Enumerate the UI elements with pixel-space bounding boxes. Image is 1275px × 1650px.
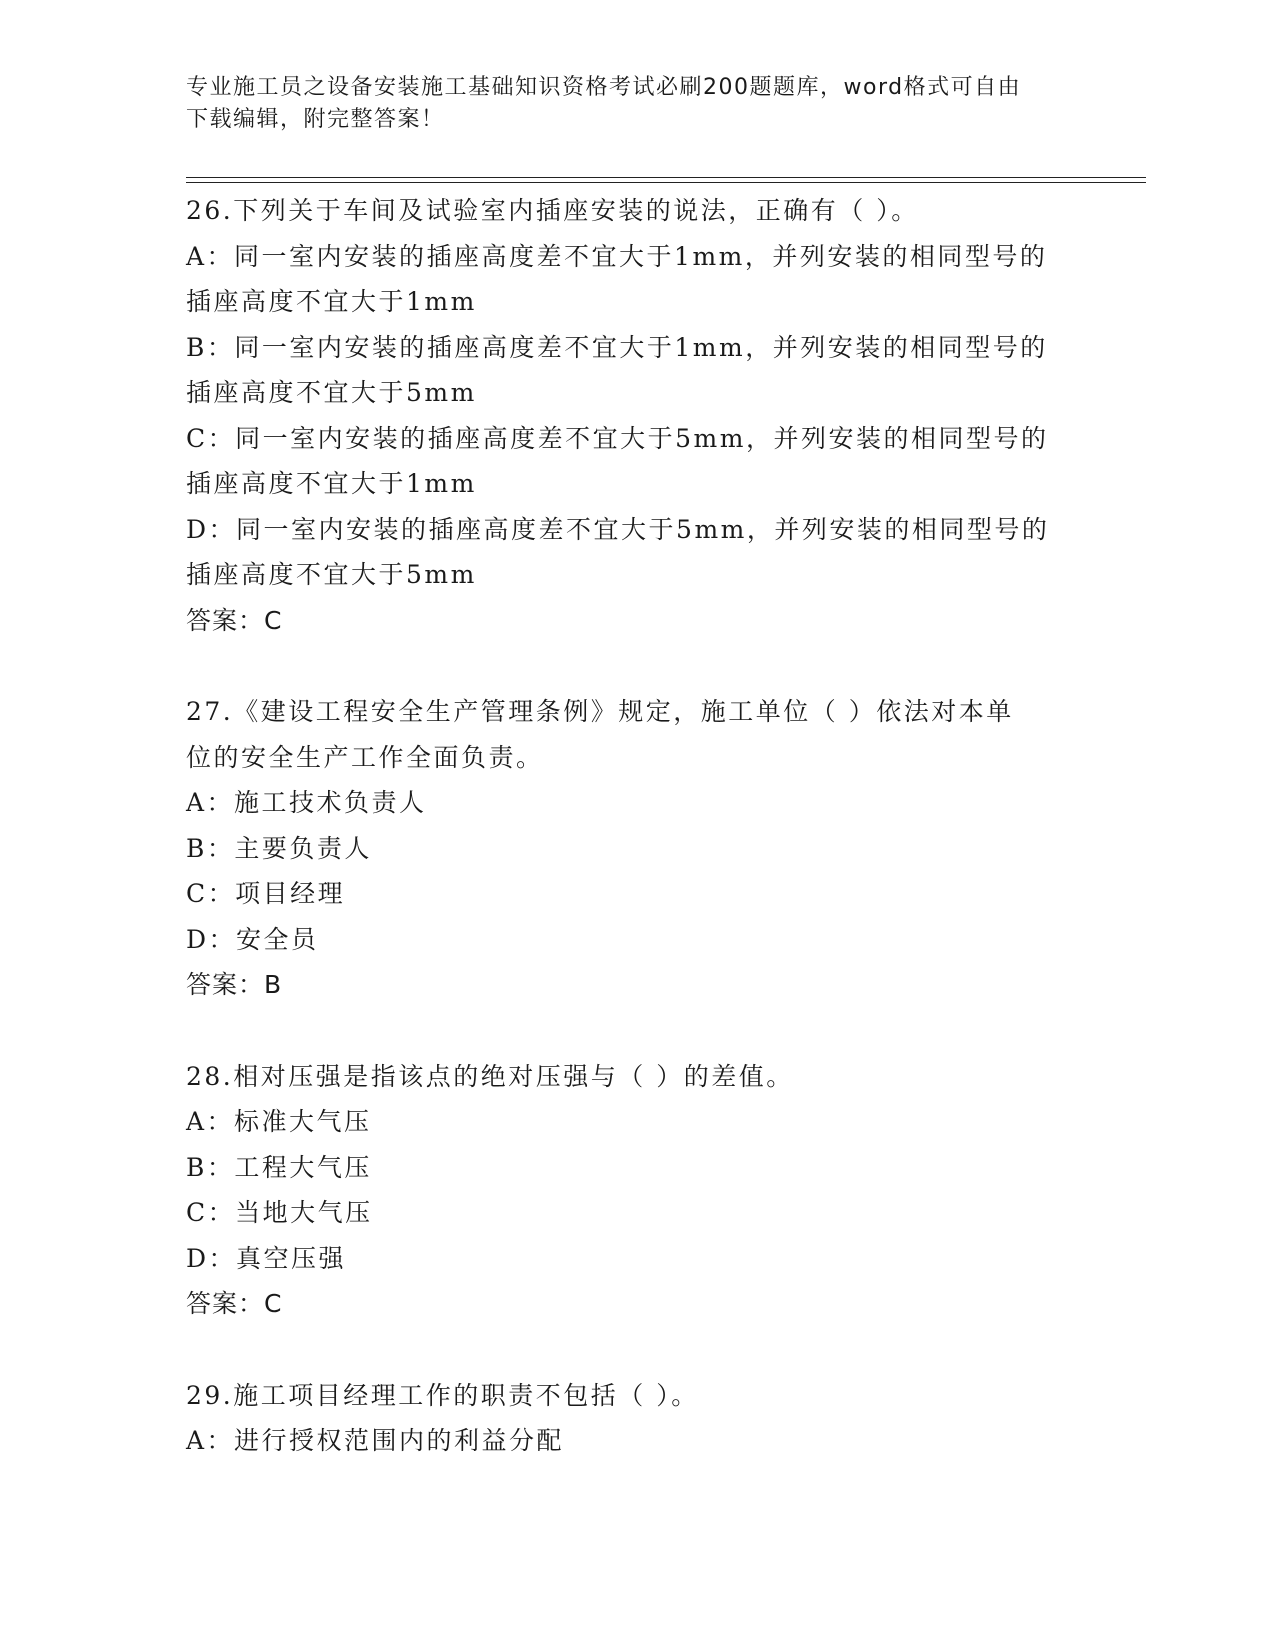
question-stem-cont: 位的安全生产工作全面负责。 <box>186 742 544 772</box>
spacer <box>186 1008 1086 1054</box>
question-stem: 29.施工项目经理工作的职责不包括（ ）。 <box>186 1380 699 1410</box>
question-stem: 27.《建设工程安全生产管理条例》规定，施工单位（ ）依法对本单 <box>186 697 1014 726</box>
option-d-cont: 插座高度不宜大于5mm <box>186 560 477 589</box>
question-list <box>186 188 1086 1464</box>
answer: 答案：B <box>186 970 283 999</box>
header-line-2: 下载编辑，附完整答案！ <box>186 107 445 132</box>
spacer <box>186 1327 1086 1373</box>
header-divider-top <box>186 177 1146 178</box>
question-stem: 28.相对压强是指该点的绝对压强与（ ）的差值。 <box>186 1061 794 1091</box>
question-26 <box>186 188 1086 643</box>
option-b: B：工程大气压 <box>186 1152 372 1182</box>
option-c-cont: 插座高度不宜大于1mm <box>186 469 477 498</box>
option-a: A：进行授权范围内的利益分配 <box>186 1426 565 1455</box>
answer: 答案：C <box>186 605 283 635</box>
option-a: A：同一室内安装的插座高度差不宜大于1mm，并列安装的相同型号的 <box>186 241 1048 271</box>
option-b: B：主要负责人 <box>186 833 372 863</box>
question-29 <box>186 1373 1086 1464</box>
option-b-cont: 插座高度不宜大于5mm <box>186 378 477 407</box>
option-d: D：安全员 <box>186 924 319 954</box>
question-27 <box>186 689 1086 1008</box>
option-d: D：同一室内安装的插座高度差不宜大于5mm，并列安装的相同型号的 <box>186 514 1050 544</box>
option-c: C：同一室内安装的插座高度差不宜大于5mm，并列安装的相同型号的 <box>186 423 1049 453</box>
option-a: A：标准大气压 <box>186 1107 372 1136</box>
option-c: C：当地大气压 <box>186 1198 373 1227</box>
option-a-cont: 插座高度不宜大于1mm <box>186 287 477 316</box>
question-stem: 26.下列关于车间及试验室内插座安装的说法，正确有（ ）。 <box>186 196 919 225</box>
option-d: D：真空压强 <box>186 1243 347 1273</box>
question-28 <box>186 1054 1086 1327</box>
spacer <box>186 643 1086 689</box>
header-line-1: 专业施工员之设备安装施工基础知识资格考试必刷200题题库，word格式可自由 <box>186 75 1022 100</box>
option-a: A：施工技术负责人 <box>186 788 427 817</box>
answer: 答案：C <box>186 1289 283 1318</box>
option-b: B：同一室内安装的插座高度差不宜大于1mm，并列安装的相同型号的 <box>186 332 1048 362</box>
document-header <box>186 72 1086 136</box>
option-c: C：项目经理 <box>186 879 346 908</box>
header-divider-bottom <box>186 182 1146 183</box>
